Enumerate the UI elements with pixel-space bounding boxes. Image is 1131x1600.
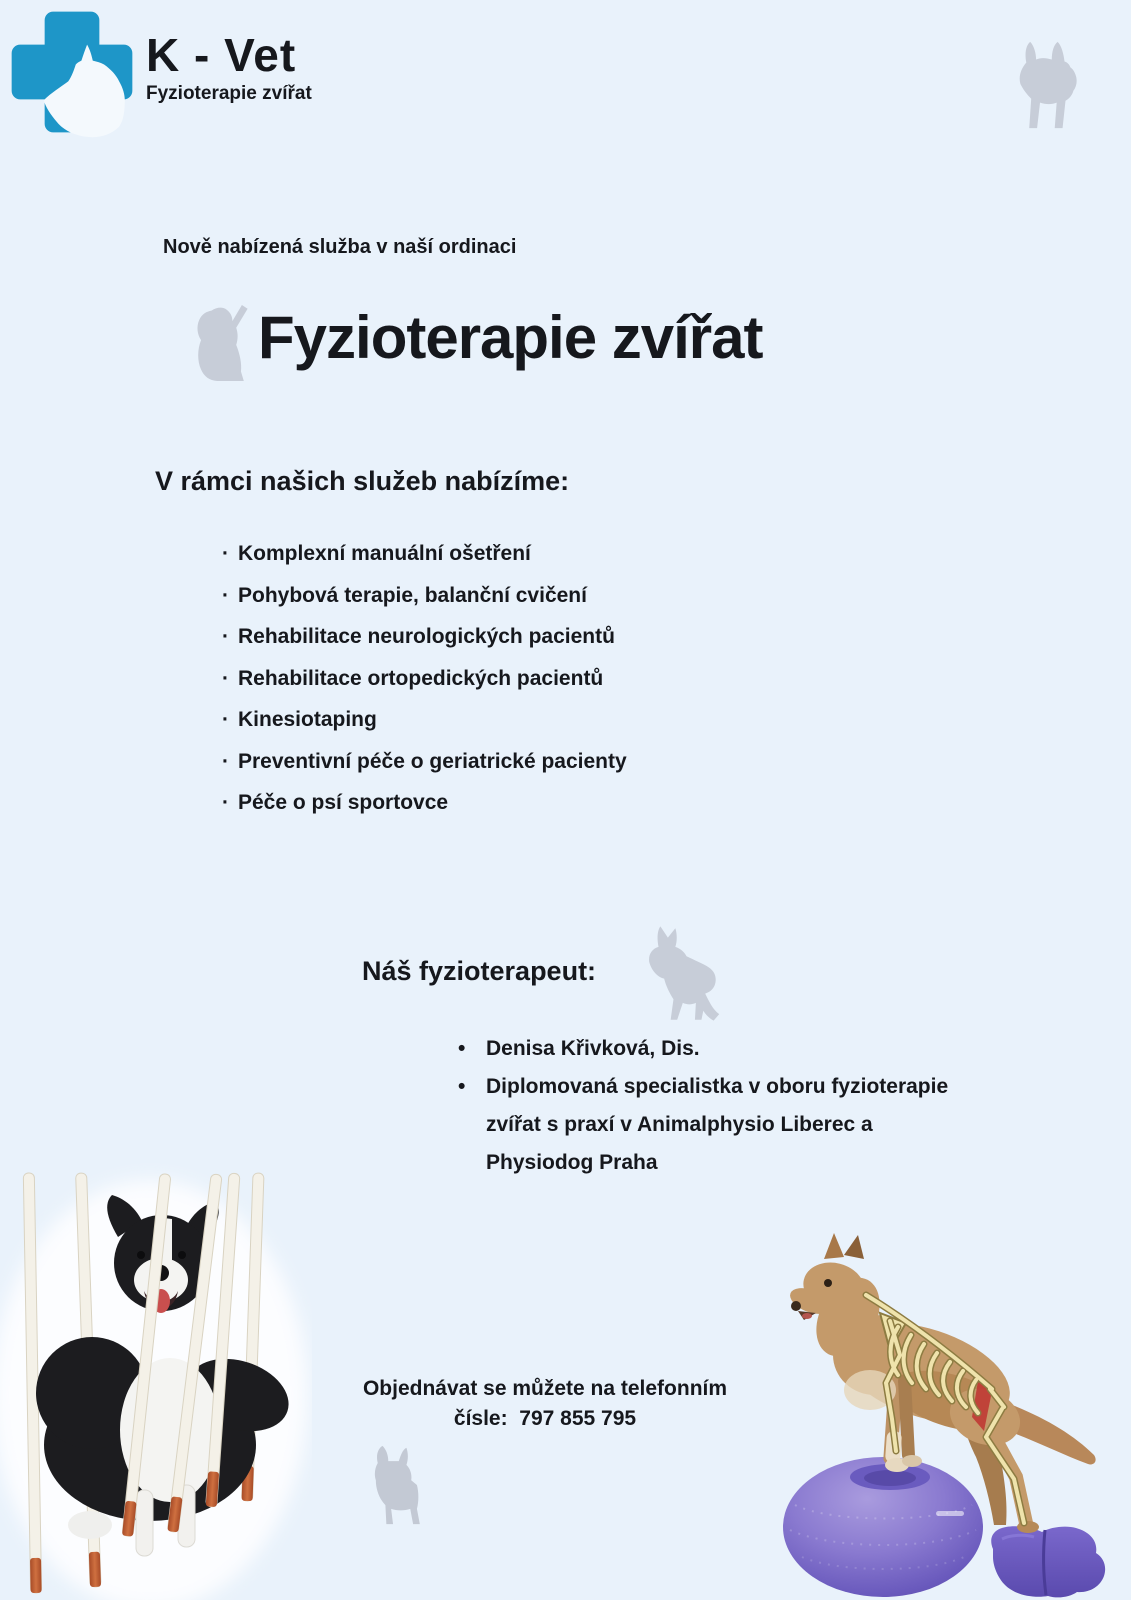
brand-block <box>146 30 312 105</box>
service-item <box>222 699 627 741</box>
bullet: · <box>222 666 229 690</box>
therapist-item <box>458 1068 973 1182</box>
service-item <box>222 575 627 617</box>
bullet: · <box>222 542 229 565</box>
therapist-item <box>458 1030 973 1068</box>
balance-ball <box>783 1457 983 1597</box>
physio-dog-photo <box>740 1205 1131 1598</box>
brand-name: K - Vet <box>146 29 297 81</box>
kicker-text: Nově nabízená služba v naší ordinaci <box>163 236 517 258</box>
service-label: Kinesiotaping <box>238 708 377 731</box>
booking-text <box>305 1374 785 1434</box>
vet-cross-dog-logo-icon <box>6 4 138 140</box>
service-item <box>222 782 627 824</box>
sitting-dog-silhouette-icon <box>183 298 259 386</box>
services-list <box>222 533 627 824</box>
bullet: · <box>222 625 229 648</box>
services-heading: V rámci našich služeb nabízíme: <box>155 466 570 496</box>
service-item <box>222 741 627 783</box>
service-label: Péče o psí sportovce <box>238 791 449 814</box>
service-label: Komplexní manuální ošetření <box>238 542 531 565</box>
balance-pad <box>991 1526 1105 1597</box>
service-label: Rehabilitace ortopedických pacientů <box>238 666 604 690</box>
service-item <box>222 658 627 700</box>
therapist-label: Denisa Křivková, Dis. <box>486 1037 700 1060</box>
bullet: • <box>458 1037 466 1060</box>
service-label: Rehabilitace neurologických pacientů <box>238 625 615 648</box>
service-item <box>222 616 627 658</box>
standing-dog-silhouette-icon <box>360 1442 428 1528</box>
phone-number: 797 855 795 <box>519 1407 637 1430</box>
therapist-list <box>458 1030 973 1182</box>
agility-dog-photo <box>0 1145 312 1600</box>
bullet: · <box>222 791 229 814</box>
bullet: · <box>222 583 229 607</box>
french-bulldog-silhouette-icon <box>995 38 1087 136</box>
booking-line1: Objednávat se můžete na telefonním <box>362 1377 728 1400</box>
bullet: · <box>222 749 229 773</box>
brand-tagline: Fyzioterapie zvířat <box>146 82 312 104</box>
page-title: Fyzioterapie zvířat <box>258 304 763 371</box>
booking-line2 <box>305 1404 785 1434</box>
therapist-label: Diplomovaná specialistka v oboru fyzioterapie zvířat s praxí v Animalphysio Liberec a Physiodog Praha <box>486 1075 949 1174</box>
therapist-heading: Náš fyzioterapeut: <box>362 956 597 986</box>
german-shepherd-silhouette-icon <box>638 922 722 1026</box>
bullet: • <box>458 1075 466 1098</box>
service-label: Preventivní péče o geriatrické pacienty <box>238 749 627 773</box>
bullet: · <box>222 708 229 731</box>
service-label: Pohybová terapie, balanční cvičení <box>238 583 587 607</box>
service-item <box>222 533 627 575</box>
booking-label: čísle: <box>453 1407 508 1430</box>
